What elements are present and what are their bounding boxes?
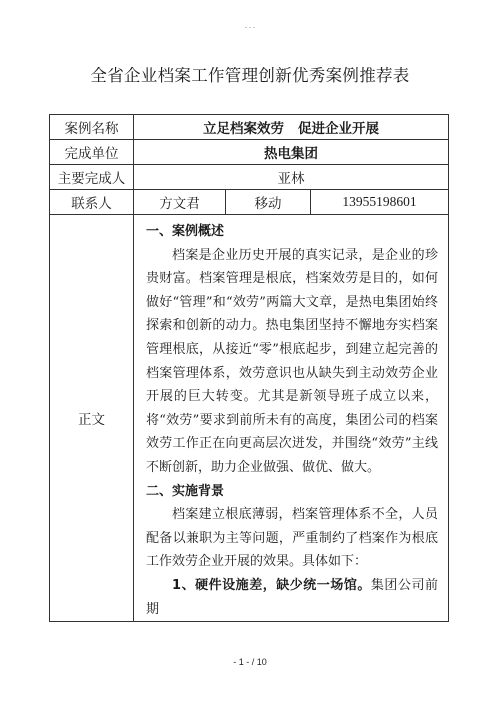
header-mark: - - - [244,24,256,31]
case-name-label: 案例名称 [50,115,134,140]
background-paragraph: 档案建立根底薄弱，档案管理体系不全，人员配备以兼职为主等问题，严重制约了档案作为根底工作效劳企业开展的效果。具体如下： [146,507,439,570]
body-label: 正文 [50,215,134,622]
document-title: 全省企业档案工作管理创新优秀案例推荐表 [90,66,410,85]
overview-paragraph: 档案是企业历史开展的真实记录，是企业的珍贵财富。档案管理是根底，档案效劳是目的，如何做好“管理”和“效劳”两篇大文章，是热电集团始终探索和创新的动力。热电集团坚持不懈地夯实档案管理根底，从接近“零”根底起步，到建立起完善的档案管理体系，效劳意识也从缺失到主动效劳企业开展的巨大转变。尤其是新领导班子成立以来，将“效劳”要求到前所未有的高度，集团公司的档案效劳工作正在向更高层次迸发，并围绕“效劳”主线不断创新，助力企业做强、做优、做大。 [146,247,439,475]
unit-row [50,140,449,165]
contact-name: 方文君 [134,190,226,215]
mobile-value: 13955198601 [311,190,449,215]
item-1-text: 集团公司前期 [146,577,439,617]
body-row [50,215,449,622]
unit-label: 完成单位 [50,140,134,165]
contact-label: 联系人 [50,190,134,215]
background-item-1 [146,574,438,621]
completer-label: 主要完成人 [50,165,134,190]
completer-value: 亚林 [134,165,449,190]
unit-value: 热电集团 [134,140,449,165]
body-content [134,215,448,621]
completer-row [50,165,449,190]
page-footer: - 1 - / 10 [233,657,267,667]
item-1-title: 1、硬件设施差，缺少统一场馆。 [172,577,371,593]
section-heading-overview: 一、案例概述 [146,224,225,239]
body-cell [134,215,449,622]
mobile-label: 移动 [226,190,311,215]
contact-row [50,190,449,215]
case-name-value: 立足档案效劳 促进企业开展 [134,115,449,140]
case-form-table [49,114,449,622]
case-name-row [50,115,449,140]
section-heading-background: 二、实施背景 [146,483,225,499]
